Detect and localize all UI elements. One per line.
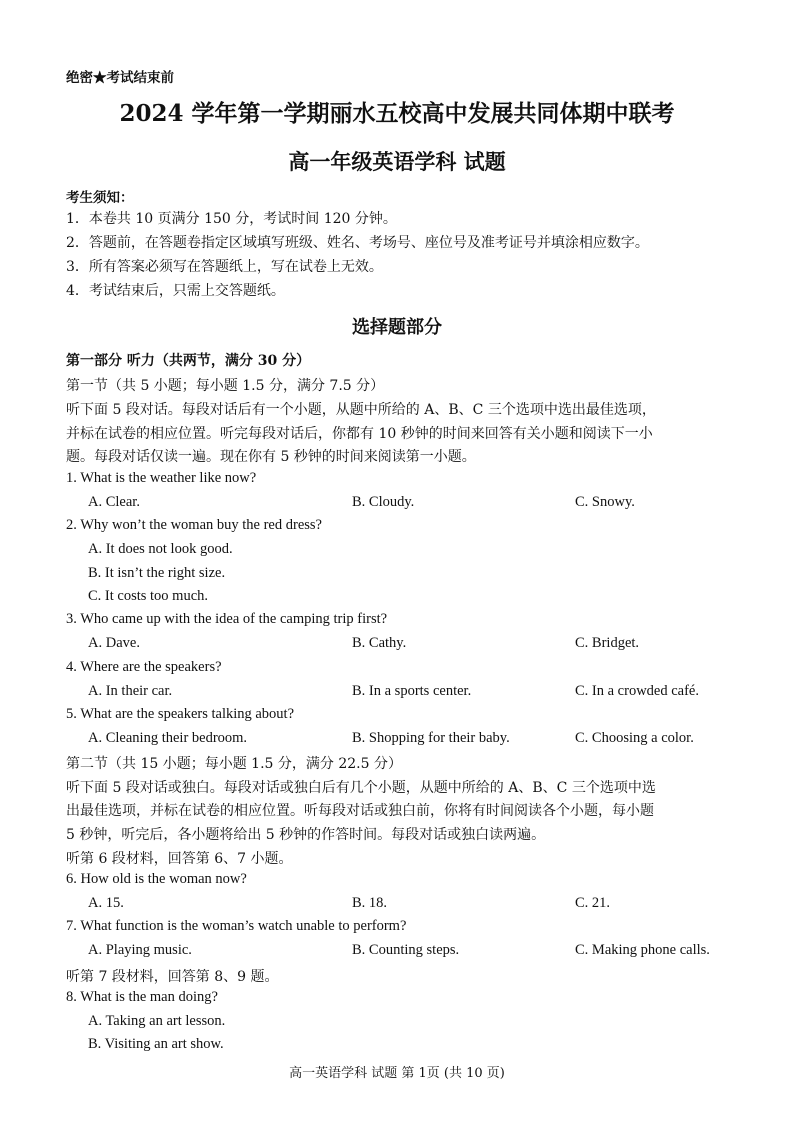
exam-title: 2024 学年第一学期丽水五校高中发展共同体期中联考 xyxy=(119,100,675,127)
sec1-heading: 第一节（共 5 小题；每小题 1.5 分，满分 7.5 分） xyxy=(66,378,385,394)
option-a: A. 15. xyxy=(88,895,124,911)
option-a: A. Dave. xyxy=(88,635,140,651)
option-c: C. Bridget. xyxy=(575,635,640,651)
option-a: A. Cleaning their bedroom. xyxy=(88,730,248,746)
material-note: 听第 7 段材料，回答第 8、9 题。 xyxy=(66,969,279,985)
option-b: B. Counting steps. xyxy=(352,942,460,958)
option-b: B. 18. xyxy=(352,895,388,911)
sec1-instruction-line: 并标在试卷的相应位置。听完每段对话后，你都有 10 秒钟的时间来回答有关小题和阅读下一小 xyxy=(66,426,653,442)
option-c: C. In a crowded café. xyxy=(575,683,699,699)
option-c: C. Making phone calls. xyxy=(575,942,710,958)
option-b: B. It isn’t the right size. xyxy=(88,565,226,581)
option-b: B. In a sports center. xyxy=(352,683,472,699)
option-b: B. Visiting an art show. xyxy=(88,1036,224,1052)
material-note: 听第 6 段材料，回答第 6、7 小题。 xyxy=(66,851,293,867)
sec2-heading: 第二节（共 15 小题；每小题 1.5 分，满分 22.5 分） xyxy=(66,756,402,772)
question-stem: 2. Why won’t the woman buy the red dress? xyxy=(66,517,322,533)
option-b: B. Cathy. xyxy=(352,635,407,651)
option-b: B. Shopping for their baby. xyxy=(352,730,510,746)
part1-heading: 第一部分 听力（共两节，满分 30 分） xyxy=(66,353,311,369)
exam-subtitle: 高一年级英语学科 试题 xyxy=(288,149,506,174)
sec1-instruction-line: 题。每段对话仅读一遍。现在你有 5 秒钟的时间来阅读第一小题。 xyxy=(66,449,476,465)
question-stem: 8. What is the man doing? xyxy=(66,989,218,1005)
confidential-label: 绝密★考试结束前 xyxy=(66,70,174,86)
question-stem: 7. What function is the woman’s watch unable to perform? xyxy=(66,918,407,934)
option-a: A. Taking an art lesson. xyxy=(88,1013,226,1029)
option-c: C. It costs too much. xyxy=(88,588,209,604)
notice-item: 3．所有答案必须写在答题纸上，写在试卷上无效。 xyxy=(66,259,383,275)
question-stem: 1. What is the weather like now? xyxy=(66,470,257,486)
notice-item: 4．考试结束后，只需上交答题纸。 xyxy=(66,283,285,299)
option-c: C. Snowy. xyxy=(575,494,635,510)
sec1-instruction-line: 听下面 5 段对话。每段对话后有一个小题，从题中所给的 A、B、C 三个选项中选出最佳选项， xyxy=(66,402,656,418)
option-a: A. Playing music. xyxy=(88,942,192,958)
sec2-instruction-line: 5 秒钟，听完后，各小题将给出 5 秒钟的作答时间。每段对话或独白读两遍。 xyxy=(66,827,546,843)
notice-heading: 考生须知： xyxy=(66,190,134,206)
option-a: A. In their car. xyxy=(88,683,173,699)
question-stem: 4. Where are the speakers? xyxy=(66,659,222,675)
option-a: A. Clear. xyxy=(88,494,140,510)
sec2-instruction-line: 听下面 5 段对话或独白。每段对话或独白后有几个小题，从题中所给的 A、B、C 三个选项中选 xyxy=(66,780,656,796)
question-stem: 3. Who came up with the idea of the camping trip first? xyxy=(66,611,388,627)
question-stem: 6. How old is the woman now? xyxy=(66,871,247,887)
option-a: A. It does not look good. xyxy=(88,541,233,557)
page-footer: 高一英语学科 试题 第 1页 (共 10 页) xyxy=(289,1066,505,1081)
question-stem: 5. What are the speakers talking about? xyxy=(66,706,295,722)
notice-item: 1．本卷共 10 页满分 150 分，考试时间 120 分钟。 xyxy=(66,211,397,227)
notice-item: 2．答题前，在答题卷指定区域填写班级、姓名、考场号、座位号及准考证号并填涂相应数字。 xyxy=(66,235,649,251)
option-c: C. Choosing a color. xyxy=(575,730,694,746)
section-title: 选择题部分 xyxy=(352,317,442,338)
sec2-instruction-line: 出最佳选项，并标在试卷的相应位置。听每段对话或独白前，你将有时间阅读各个小题，每小题 xyxy=(66,803,654,819)
option-b: B. Cloudy. xyxy=(352,494,415,510)
option-c: C. 21. xyxy=(575,895,611,911)
